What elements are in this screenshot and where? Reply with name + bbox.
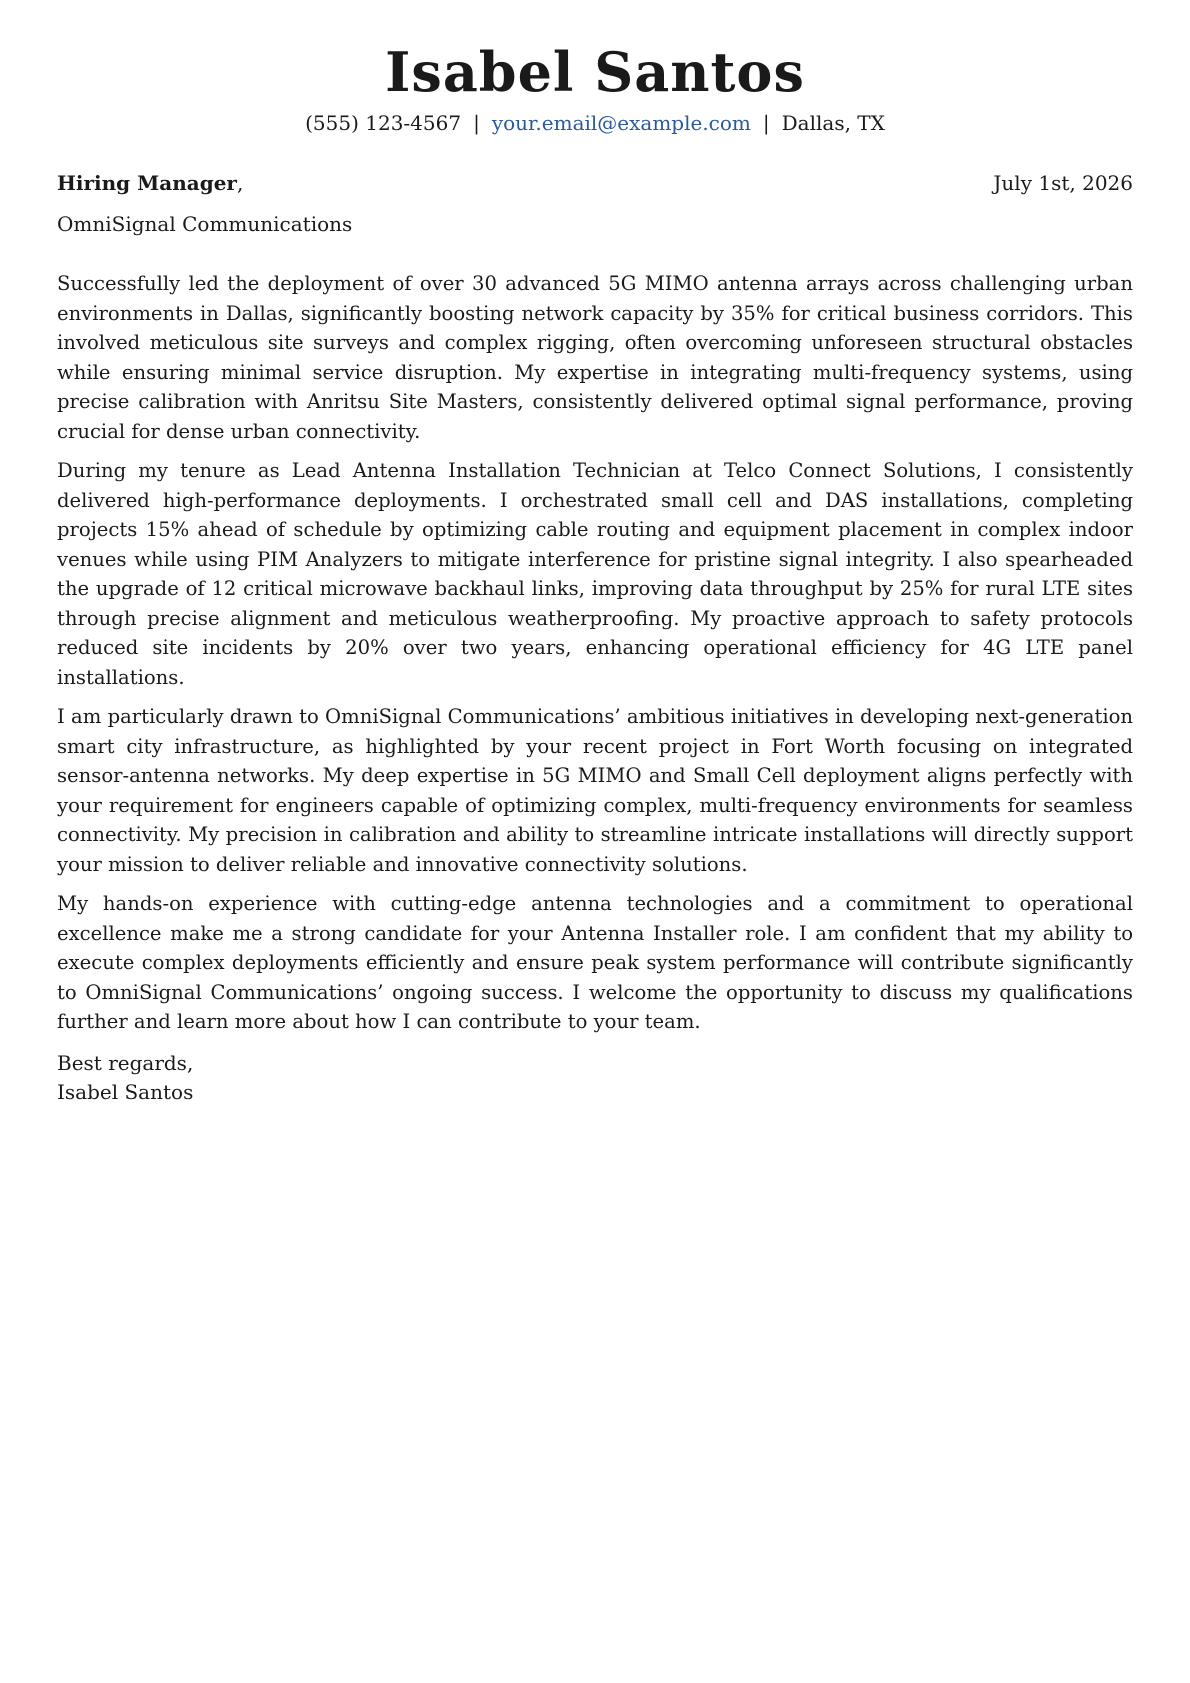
recipient-company: OmniSignal Communications [57, 212, 353, 236]
body-paragraph: Successfully led the deployment of over 30 advanced 5G MIMO antenna arrays across challenging urban environments in Dallas, significantly boosting network capacity by 35% for critical business corridors. This involved meticulous site surveys and complex rigging, often overcoming unforeseen structural obstacles while ensuring minimal service disruption. My expertise in integrating multi-frequency systems, using precise calibration with Anritsu Site Masters, consistently delivered optimal signal performance, proving crucial for dense urban connectivity. [57, 272, 1133, 443]
recipient-name: Hiring Manager [57, 171, 237, 195]
letter-date: July 1st, 2026 [993, 171, 1133, 195]
recipient-date-row [57, 170, 1133, 196]
recipient-name-suffix: , [236, 171, 244, 195]
closing-salutation: Best regards, [57, 1050, 194, 1075]
body-paragraph: During my tenure as Lead Antenna Installation Technician at Telco Connect Solutions, I consistently delivered high-performance deployments. I orchestrated small cell and DAS installations, completing projects 15% ahead of schedule by optimizing cable routing and equipment placement in complex indoor venues while using PIM Analyzers to mitigate interference for pristine signal integrity. I also spearheaded the upgrade of 12 critical microwave backhaul links, improving data throughput by 25% for rural LTE sites through precise alignment and meticulous weatherproofing. My proactive approach to safety protocols reduced site incidents by 20% over two years, enhancing operational efficiency for 4G LTE panel installations. [57, 459, 1133, 689]
recipient-line [57, 170, 243, 196]
letter-body [57, 269, 1133, 1037]
closing-signature: Isabel Santos [57, 1079, 194, 1104]
location: Dallas, TX [781, 111, 885, 135]
phone-number: (555) 123-4567 [305, 111, 462, 135]
closing-block [57, 1049, 1133, 1107]
applicant-name: Isabel Santos [385, 40, 805, 104]
body-paragraph: My hands-on experience with cutting-edge antenna technologies and a commitment to operational excellence make me a strong candidate for your Antenna Installer role. I am confident that my ability to execute complex deployments efficiently and ensure peak system performance will contribute significantly to OmniSignal Communications’ ongoing success. I welcome the opportunity to discuss my qualifications further and learn more about how I can contribute to your team. [57, 892, 1133, 1033]
contact-line [57, 110, 1133, 136]
email-link[interactable]: your.email@example.com [491, 111, 751, 135]
contact-separator: | [762, 111, 770, 135]
contact-separator: | [473, 111, 480, 135]
body-paragraph: I am particularly drawn to OmniSignal Communications’ ambitious initiatives in developing next-generation smart city infrastructure, as highlighted by your recent project in Fort Worth focusing on integrated sensor-antenna networks. My deep expertise in 5G MIMO and Small Cell deployment aligns perfectly with your requirement for engineers capable of optimizing complex, multi-frequency environments for seamless connectivity. My precision in calibration and ability to streamline intricate installations will directly support your mission to deliver reliable and innovative connectivity solutions. [57, 705, 1133, 876]
